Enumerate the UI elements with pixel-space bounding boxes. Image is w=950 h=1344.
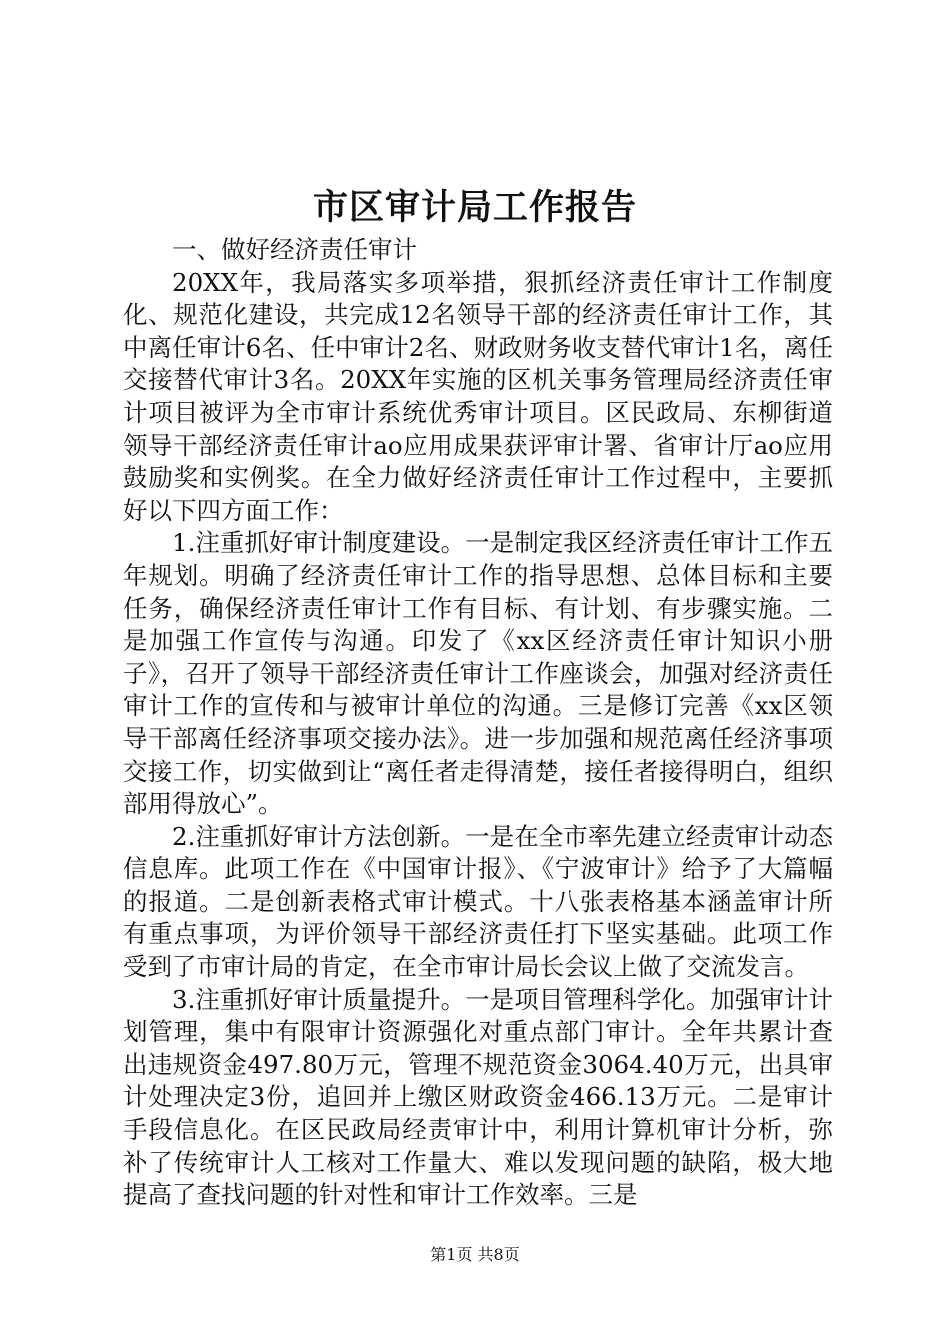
paragraph-item-2: 2.注重抓好审计方法创新。一是在全市率先建立经责审计动态信息库。此项工作在《中国审计报》、《宁波审计》给予了大篇幅的报道。二是创新表格式审计模式。十八张表格基本涵盖审计所有重点事项，为评价领导干部经济责任打下坚实基础。此项工作受到了市审计局的肯定，在全市审计局长会议上做了交流发言。 [123, 821, 833, 982]
document-body [123, 234, 833, 1212]
document-title: 市区审计局工作报告 [312, 187, 637, 228]
paragraph-intro: 20XX年，我局落实多项举措，狠抓经济责任审计工作制度化、规范化建设，共完成12名领导干部的经济责任审计工作，其中离任审计6名、任中审计2名、财政财务收支替代审计1名，离任交接替代审计3名。20XX年实施的区机关事务管理局经济责任审计项目被评为全市审计系统优秀审计项目。区民政局、东柳街道领导干部经济责任审计ao应用成果获评审计署、省审计厅ao应用鼓励奖和实例奖。在全力做好经济责任审计工作过程中，主要抓好以下四方面工作： [123, 267, 833, 525]
page-footer: 第1页 共8页 [430, 1245, 520, 1264]
paragraph-item-3: 3.注重抓好审计质量提升。一是项目管理科学化。加强审计计划管理，集中有限审计资源强化对重点部门审计。全年共累计查出违规资金497.80万元，管理不规范资金3064.40万元，出具审计处理决定3份，追回并上缴区财政资金466.13万元。二是审计手段信息化。在区民政局经责审计中，利用计算机审计分析，弥补了传统审计人工核对工作量大、难以发现问题的缺陷，极大地提高了查找问题的针对性和审计工作效率。三是 [123, 984, 833, 1210]
section-heading: 一、做好经济责任审计 [172, 235, 417, 264]
paragraph-item-1: 1.注重抓好审计制度建设。一是制定我区经济责任审计工作五年规划。明确了经济责任审计工作的指导思想、总体目标和主要任务，确保经济责任审计工作有目标、有计划、有步骤实施。二是加强工作宣传与沟通。印发了《xx区经济责任审计知识小册子》，召开了领导干部经济责任审计工作座谈会，加强对经济责任审计工作的宣传和与被审计单位的沟通。三是修订完善《xx区领导干部离任经济事项交接办法》。进一步加强和规范离任经济事项交接工作，切实做到让“离任者走得清楚，接任者接得明白，组织部用得放心”。 [123, 528, 833, 819]
